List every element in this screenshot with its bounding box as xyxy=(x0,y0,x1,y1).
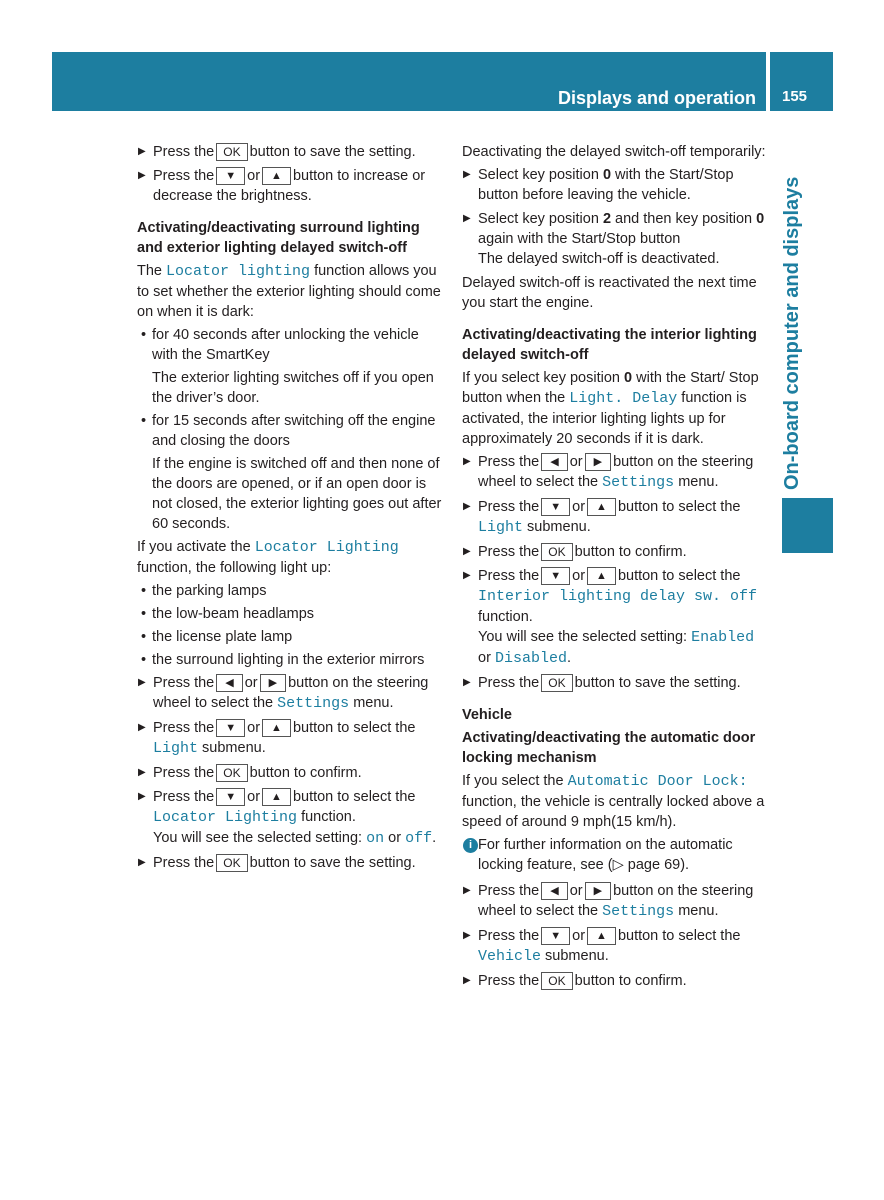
step: ▶ Press the ▼ or ▲ button to select the Light submenu. xyxy=(463,499,741,536)
down-key-icon: ▼ xyxy=(216,167,245,185)
step: ▶ Press the ▼ or ▲ button to select the Interior lighting delay sw. off function. You will see the selected setting: Enabled or Disabled. xyxy=(463,568,758,667)
step: ▶ Press the ▼ or ▲ button to select the Locator Lighting function. You will see the selected setting: on or off. xyxy=(138,789,437,847)
section-heading: Vehicle xyxy=(462,707,512,723)
right-key-icon: ▶ xyxy=(260,674,286,692)
paragraph: Delayed switch-off is reactivated the next time you start the engine. xyxy=(462,275,757,311)
step-arrow-icon: ▶ xyxy=(463,677,471,688)
step-arrow-icon: ▶ xyxy=(138,146,146,157)
down-key-icon: ▼ xyxy=(541,498,570,516)
list-item: • the low-beam headlamps xyxy=(141,606,315,622)
step-arrow-icon: ▶ xyxy=(463,456,471,467)
paragraph: If you select the Automatic Door Lock: function, the vehicle is centrally locked above a speed of around 9 mph(15 km/h). xyxy=(462,773,765,830)
step-arrow-icon: ▶ xyxy=(463,546,471,557)
right-column xyxy=(462,142,770,995)
step-arrow-icon: ▶ xyxy=(463,570,471,581)
step: ▶ Press the ◀ or ▶ button on the steering wheel to select the Settings menu. xyxy=(138,675,429,712)
section-heading: Activating/deactivating surround lighting and exterior lighting delayed switch-off xyxy=(137,220,420,256)
list-item: • for 40 seconds after unlocking the vehicle with the SmartKey xyxy=(141,327,419,363)
list-item: • for 15 seconds after switching off the engine and closing the doors xyxy=(141,413,436,449)
ok-key-icon: OK xyxy=(216,143,247,161)
left-column xyxy=(137,142,445,877)
paragraph: Deactivating the delayed switch-off temporarily: xyxy=(462,144,766,160)
left-key-icon: ◀ xyxy=(216,674,242,692)
step-arrow-icon: ▶ xyxy=(138,791,146,802)
left-key-icon: ◀ xyxy=(541,453,567,471)
step-arrow-icon: ▶ xyxy=(463,930,471,941)
down-key-icon: ▼ xyxy=(216,719,245,737)
up-key-icon: ▲ xyxy=(262,719,291,737)
ok-key-icon: OK xyxy=(216,764,247,782)
step: ▶ Press the OK button to confirm. xyxy=(463,544,687,560)
left-key-icon: ◀ xyxy=(541,882,567,900)
section-heading: Activating/deactivating the automatic door locking mechanism xyxy=(462,730,756,766)
step: ▶ Press the ◀ or ▶ button on the steering wheel to select the Settings menu. xyxy=(463,454,754,491)
step-arrow-icon: ▶ xyxy=(463,169,471,180)
up-key-icon: ▲ xyxy=(262,788,291,806)
step: ▶ Press the ▼ or ▲ button to select the Vehicle submenu. xyxy=(463,928,741,965)
ok-key-icon: OK xyxy=(541,674,572,692)
right-key-icon: ▶ xyxy=(585,453,611,471)
step-arrow-icon: ▶ xyxy=(463,975,471,986)
list-item: • the surround lighting in the exterior mirrors xyxy=(141,652,425,668)
step: ▶ Select key position 2 and then key position 0 again with the Start/Stop button The delayed switch-off is deactivated. xyxy=(463,211,765,267)
step-arrow-icon: ▶ xyxy=(138,767,146,778)
down-key-icon: ▼ xyxy=(216,788,245,806)
page-number-box xyxy=(770,52,833,111)
info-icon: i xyxy=(463,838,478,853)
info-note: i For further information on the automatic locking feature, see (▷ page 69). xyxy=(462,835,770,875)
list-item: • the license plate lamp xyxy=(141,629,293,645)
step: ▶ Press the ▼ or ▲ button to select the Light submenu. xyxy=(138,720,416,757)
side-tab-label: On-board computer and displays xyxy=(781,176,803,490)
side-tab-marker xyxy=(782,498,833,553)
down-key-icon: ▼ xyxy=(541,567,570,585)
step-arrow-icon: ▶ xyxy=(463,885,471,896)
list-item-note: If the engine is switched off and then none of the doors are opened, or if an open door is not closed, the exterior lighting goes out after 60 seconds. xyxy=(152,456,442,532)
up-key-icon: ▲ xyxy=(587,498,616,516)
step-arrow-icon: ▶ xyxy=(138,170,146,181)
down-key-icon: ▼ xyxy=(541,927,570,945)
page-number: 155 xyxy=(782,88,808,105)
section-heading: Activating/deactivating the interior lighting delayed switch-off xyxy=(462,327,757,363)
step: ▶ Press the OK button to confirm. xyxy=(463,973,687,989)
ok-key-icon: OK xyxy=(541,972,572,990)
paragraph: The Locator lighting function allows you to set whether the exterior lighting should come on when it is dark: xyxy=(137,263,441,320)
paragraph: If you select key position 0 with the Start/ Stop button when the Light. Delay function is activated, the interior lighting lights up for approximately 20 seconds if it is dark. xyxy=(462,370,759,447)
up-key-icon: ▲ xyxy=(587,567,616,585)
step: ▶ Press the OK button to confirm. xyxy=(138,765,362,781)
list-item-note: The exterior lighting switches off if you open the driver’s door. xyxy=(152,370,434,406)
right-key-icon: ▶ xyxy=(585,882,611,900)
step-arrow-icon: ▶ xyxy=(138,722,146,733)
paragraph: If you activate the Locator Lighting function, the following light up: xyxy=(137,539,399,576)
step: ▶ Press the OK button to save the setting. xyxy=(463,675,741,691)
header-band xyxy=(52,52,766,111)
list-item: • the parking lamps xyxy=(141,583,267,599)
step: ▶ Press the OK button to save the setting. xyxy=(138,855,416,871)
ok-key-icon: OK xyxy=(541,543,572,561)
step: ▶ Press the ◀ or ▶ button on the steering wheel to select the Settings menu. xyxy=(463,883,754,920)
step-arrow-icon: ▶ xyxy=(138,857,146,868)
step: ▶ Press the ▼ or ▲ button to increase or decrease the brightness. xyxy=(138,168,426,204)
step: ▶ Press the OK button to save the setting. xyxy=(138,144,416,160)
ok-key-icon: OK xyxy=(216,854,247,872)
step: ▶ Select key position 0 with the Start/Stop button before leaving the vehicle. xyxy=(463,167,734,203)
step-arrow-icon: ▶ xyxy=(463,213,471,224)
section-title: Displays and operation xyxy=(557,88,756,108)
up-key-icon: ▲ xyxy=(262,167,291,185)
step-arrow-icon: ▶ xyxy=(138,677,146,688)
up-key-icon: ▲ xyxy=(587,927,616,945)
step-arrow-icon: ▶ xyxy=(463,501,471,512)
